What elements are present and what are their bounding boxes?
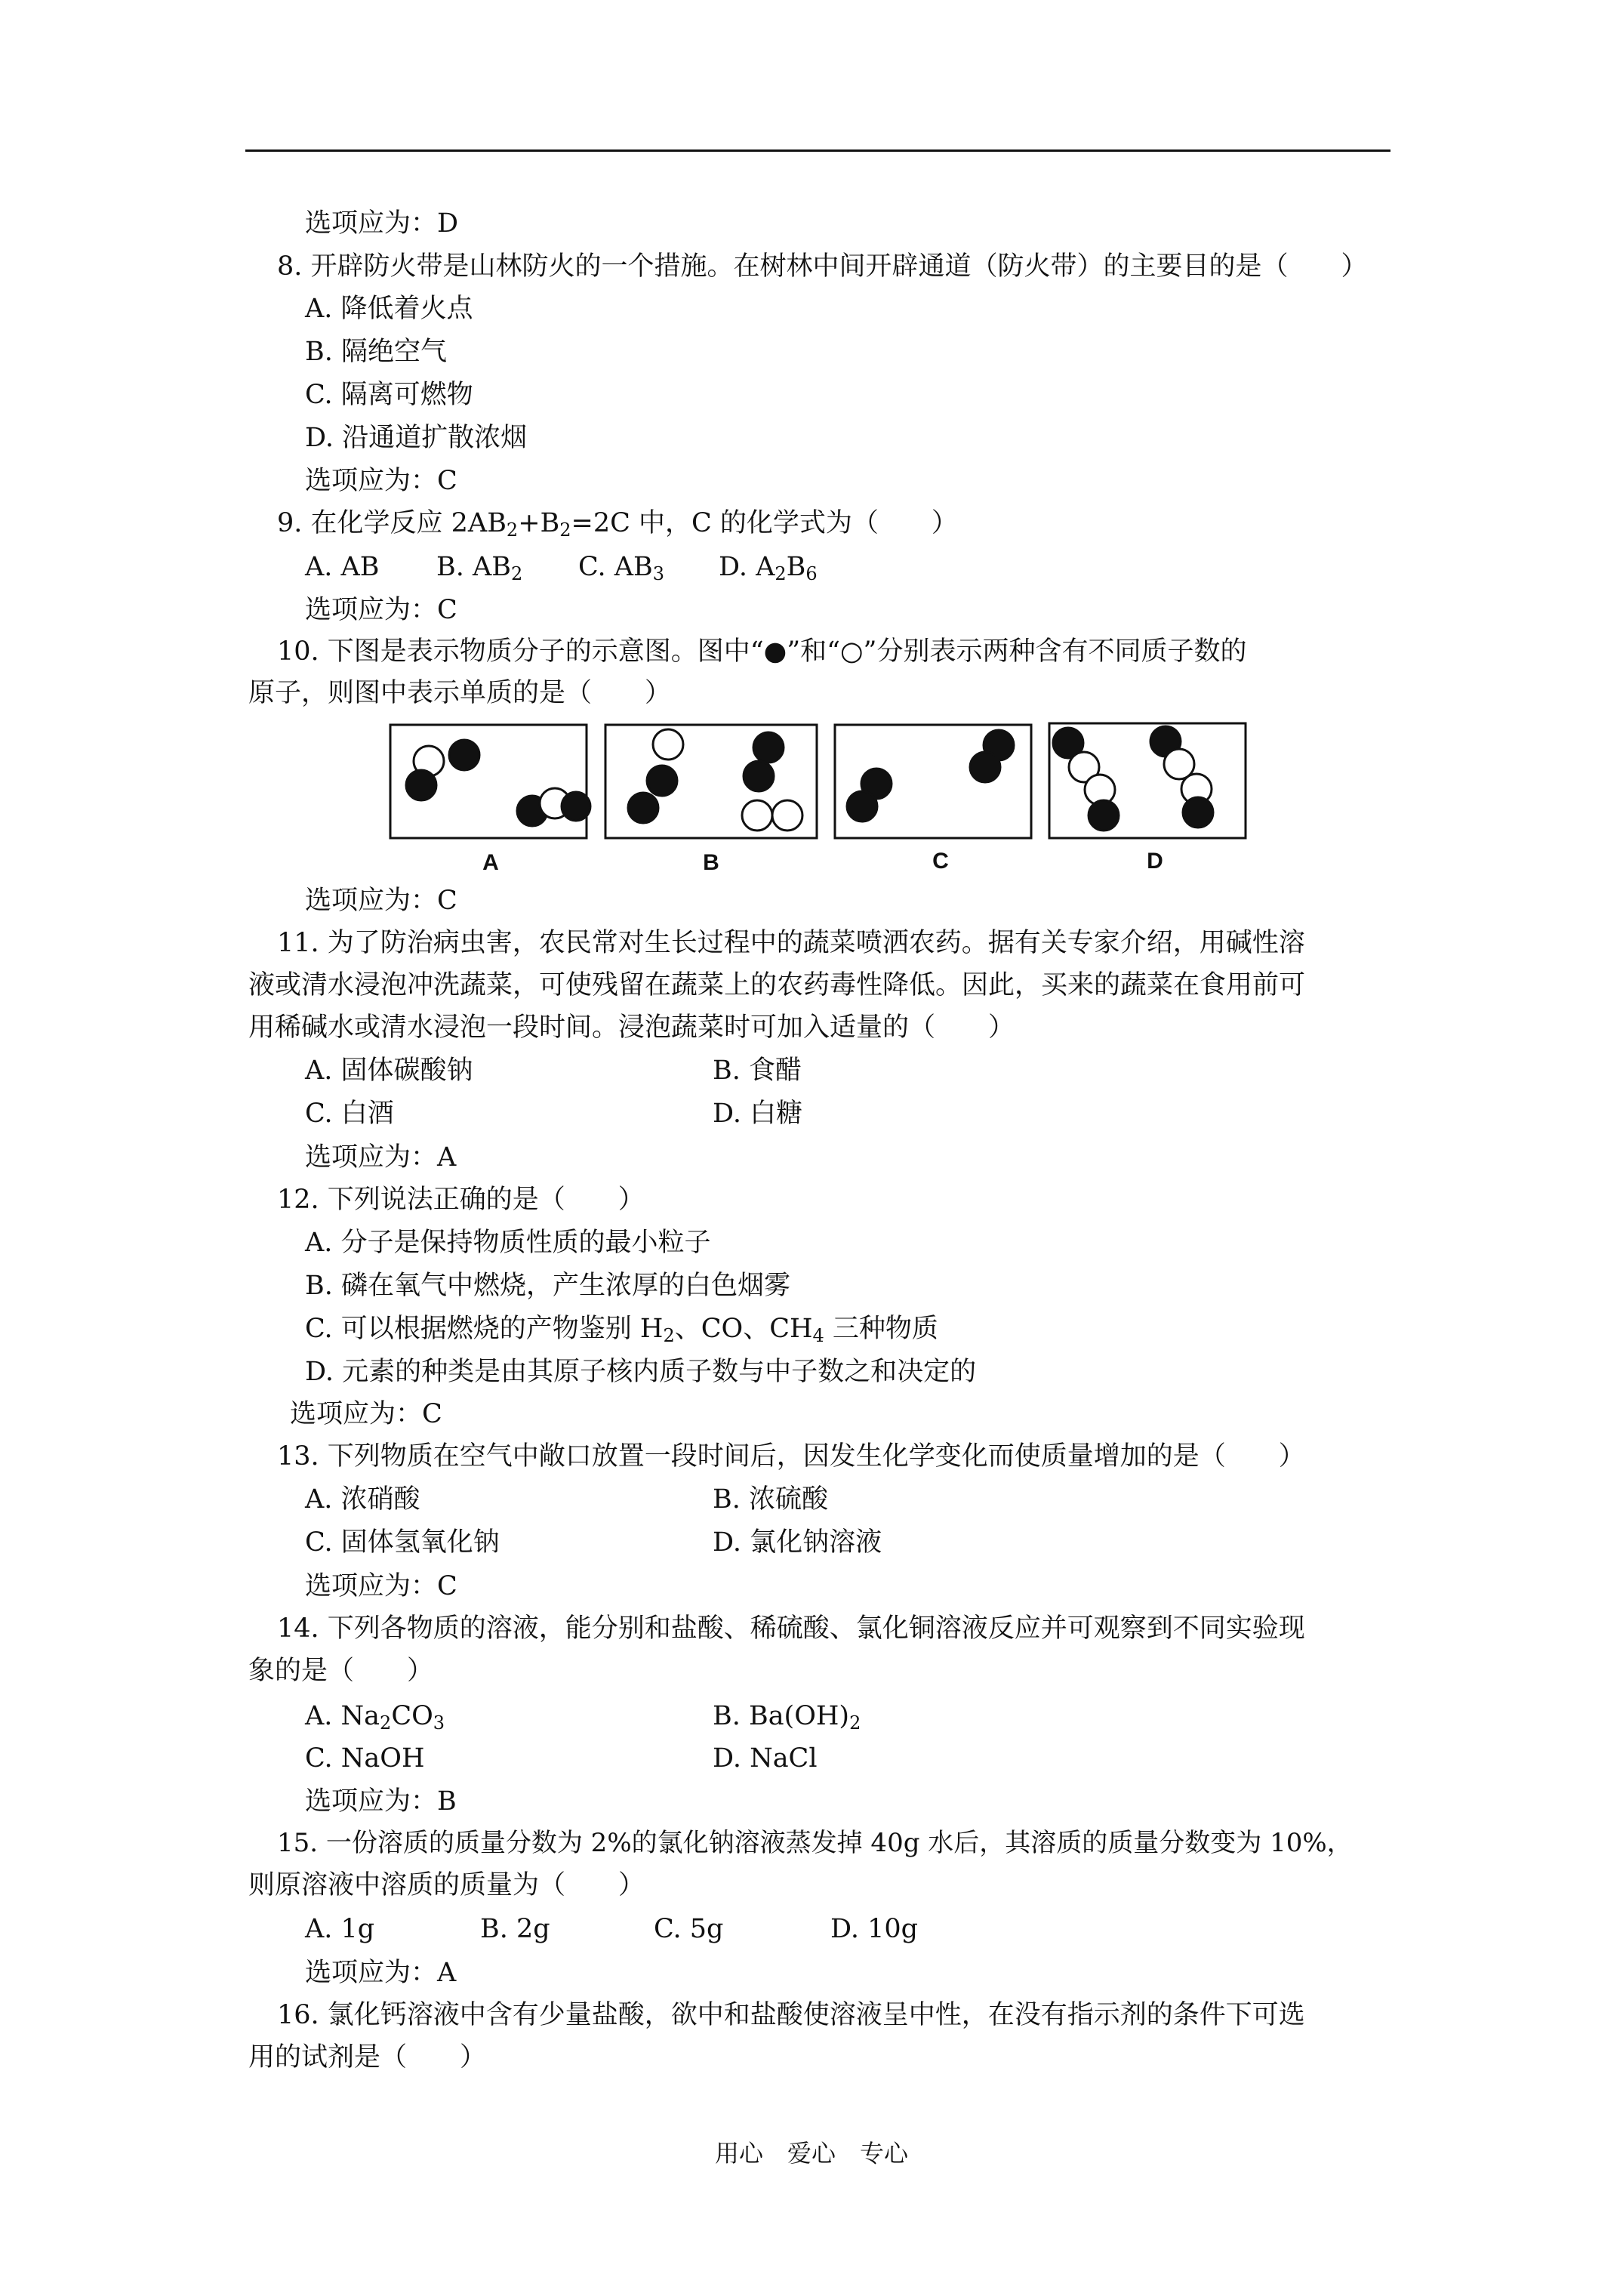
q12-option-c: C. 可以根据燃烧的产物鉴别 $H_2$、CO、$CH_4$ 三种物质 bbox=[305, 1314, 938, 1346]
q12-answer: 选项应为：C bbox=[290, 1399, 442, 1429]
q8-answer: 选项应为：C bbox=[305, 466, 457, 496]
q10-stem-line2: 原子，则图中表示单质的是（ ） bbox=[248, 678, 672, 708]
q8-option-c: C. 隔离可燃物 bbox=[305, 380, 473, 410]
q12-option-d: D. 元素的种类是由其原子核内质子数与中子数之和决定的 bbox=[305, 1357, 977, 1387]
atom-solid bbox=[1089, 800, 1119, 831]
q9-option-a: A. AB bbox=[305, 552, 380, 582]
q11-stem-line2: 液或清水浸泡冲洗蔬菜，可使残留在蔬菜上的农药毒性降低。因此，买来的蔬菜在食用前可 bbox=[248, 970, 1306, 1000]
q16-stem-line1: 16. 氯化钙溶液中含有少量盐酸，欲中和盐酸使溶液呈中性，在没有指示剂的条件下可选 bbox=[277, 2000, 1305, 2030]
q13-answer: 选项应为：C bbox=[305, 1571, 457, 1601]
atom-solid bbox=[562, 792, 590, 821]
q15-stem-line1: 15. 一份溶质的质量分数为 2%的氯化钠溶液蒸发掉 40g 水后，其溶质的质量分数变为 10%， bbox=[277, 1828, 1353, 1858]
q14-stem-line2: 象的是（ ） bbox=[248, 1656, 434, 1686]
figure-label-d: D bbox=[1147, 849, 1163, 874]
q9-option-d: D. $A_2B_6$ bbox=[719, 552, 818, 584]
q14-option-d: D. NaCl bbox=[713, 1743, 818, 1774]
q14-option-b: B. $Ba(OH)_2$ bbox=[713, 1701, 861, 1734]
atom-open bbox=[653, 729, 683, 760]
q13-option-a: A. 浓硝酸 bbox=[305, 1484, 420, 1515]
q11-option-d: D. 白糖 bbox=[713, 1099, 803, 1129]
q13-option-c: C. 固体氢氧化钠 bbox=[305, 1527, 500, 1558]
q12-stem: 12. 下列说法正确的是（ ） bbox=[277, 1185, 645, 1215]
q15-option-b: B. 2g bbox=[480, 1914, 550, 1944]
atom-solid bbox=[449, 740, 479, 770]
molecule-figure bbox=[385, 717, 1253, 882]
atom-solid bbox=[647, 766, 677, 796]
q16-stem-line2: 用的试剂是（ ） bbox=[248, 2042, 487, 2073]
figure-label-c: C bbox=[932, 849, 949, 874]
q15-answer: 选项应为：A bbox=[305, 1958, 457, 1988]
q14-stem-line1: 14. 下列各物质的溶液，能分别和盐酸、稀硫酸、氯化铜溶液反应并可观察到不同实验现 bbox=[277, 1613, 1305, 1644]
q12-option-a: A. 分子是保持物质性质的最小粒子 bbox=[305, 1228, 711, 1258]
q14-answer: 选项应为：B bbox=[305, 1786, 457, 1817]
q8-option-b: B. 隔绝空气 bbox=[305, 337, 447, 367]
q8-option-a: A. 降低着火点 bbox=[305, 294, 473, 324]
q11-option-a: A. 固体碳酸钠 bbox=[305, 1056, 473, 1086]
page-footer: 用心 爱心 专心 bbox=[714, 2139, 908, 2168]
q13-stem: 13. 下列物质在空气中敞口放置一段时间后，因发生化学变化而使质量增加的是（ ） bbox=[277, 1441, 1305, 1472]
q14-option-c: C. NaOH bbox=[305, 1743, 425, 1774]
atom-solid bbox=[753, 732, 784, 763]
atom-solid bbox=[628, 793, 658, 823]
q13-option-b: B. 浓硫酸 bbox=[713, 1484, 828, 1515]
q10-answer: 选项应为：C bbox=[305, 886, 457, 916]
q8-stem: 8. 开辟防火带是山林防火的一个措施。在树林中间开辟通道（防火带）的主要目的是（ ） bbox=[277, 251, 1368, 282]
q9-answer: 选项应为：C bbox=[305, 595, 457, 625]
q9-option-b: B. $AB_2$ bbox=[436, 552, 523, 584]
q15-stem-line2: 则原溶液中溶质的质量为（ ） bbox=[248, 1870, 645, 1900]
q15-option-c: C. 5g bbox=[654, 1914, 724, 1944]
atom-open bbox=[742, 800, 772, 831]
q9-option-c: C. $AB_3$ bbox=[578, 552, 665, 584]
q11-answer: 选项应为：A bbox=[305, 1142, 457, 1173]
q15-option-a: A. 1g bbox=[305, 1914, 375, 1944]
atom-solid bbox=[847, 791, 877, 821]
atom-open bbox=[772, 800, 802, 831]
q13-option-d: D. 氯化钠溶液 bbox=[713, 1527, 882, 1558]
atom-solid bbox=[1183, 797, 1213, 827]
atom-solid bbox=[744, 761, 774, 791]
q12-option-b: B. 磷在氧气中燃烧，产生浓厚的白色烟雾 bbox=[305, 1271, 790, 1301]
figure-label-b: B bbox=[703, 850, 719, 875]
header-rule bbox=[245, 149, 1390, 152]
atom-solid bbox=[970, 752, 1000, 782]
atom-solid bbox=[406, 770, 436, 800]
q11-stem-line1: 11. 为了防治病虫害，农民常对生长过程中的蔬菜喷洒农药。据有关专家介绍，用碱性溶 bbox=[277, 928, 1305, 958]
figure-label-a: A bbox=[482, 850, 499, 875]
q15-option-d: D. 10g bbox=[830, 1914, 919, 1944]
q8-option-d: D. 沿通道扩散浓烟 bbox=[305, 423, 528, 453]
q11-stem-line3: 用稀碱水或清水浸泡一段时间。浸泡蔬菜时可加入适量的（ ） bbox=[248, 1012, 1015, 1043]
q10-stem-line1: 10. 下图是表示物质分子的示意图。图中“●”和“○”分别表示两种含有不同质子数的 bbox=[277, 636, 1247, 667]
q14-option-a: A. $Na_2CO_3$ bbox=[305, 1701, 445, 1734]
q11-option-c: C. 白酒 bbox=[305, 1099, 394, 1129]
q9-stem: 9. 在化学反应 $2AB_2+B_2=2C$ 中，C 的化学式为（ ） bbox=[277, 508, 958, 541]
q7-answer: 选项应为：D bbox=[305, 208, 459, 239]
q11-option-b: B. 食醋 bbox=[713, 1056, 802, 1086]
